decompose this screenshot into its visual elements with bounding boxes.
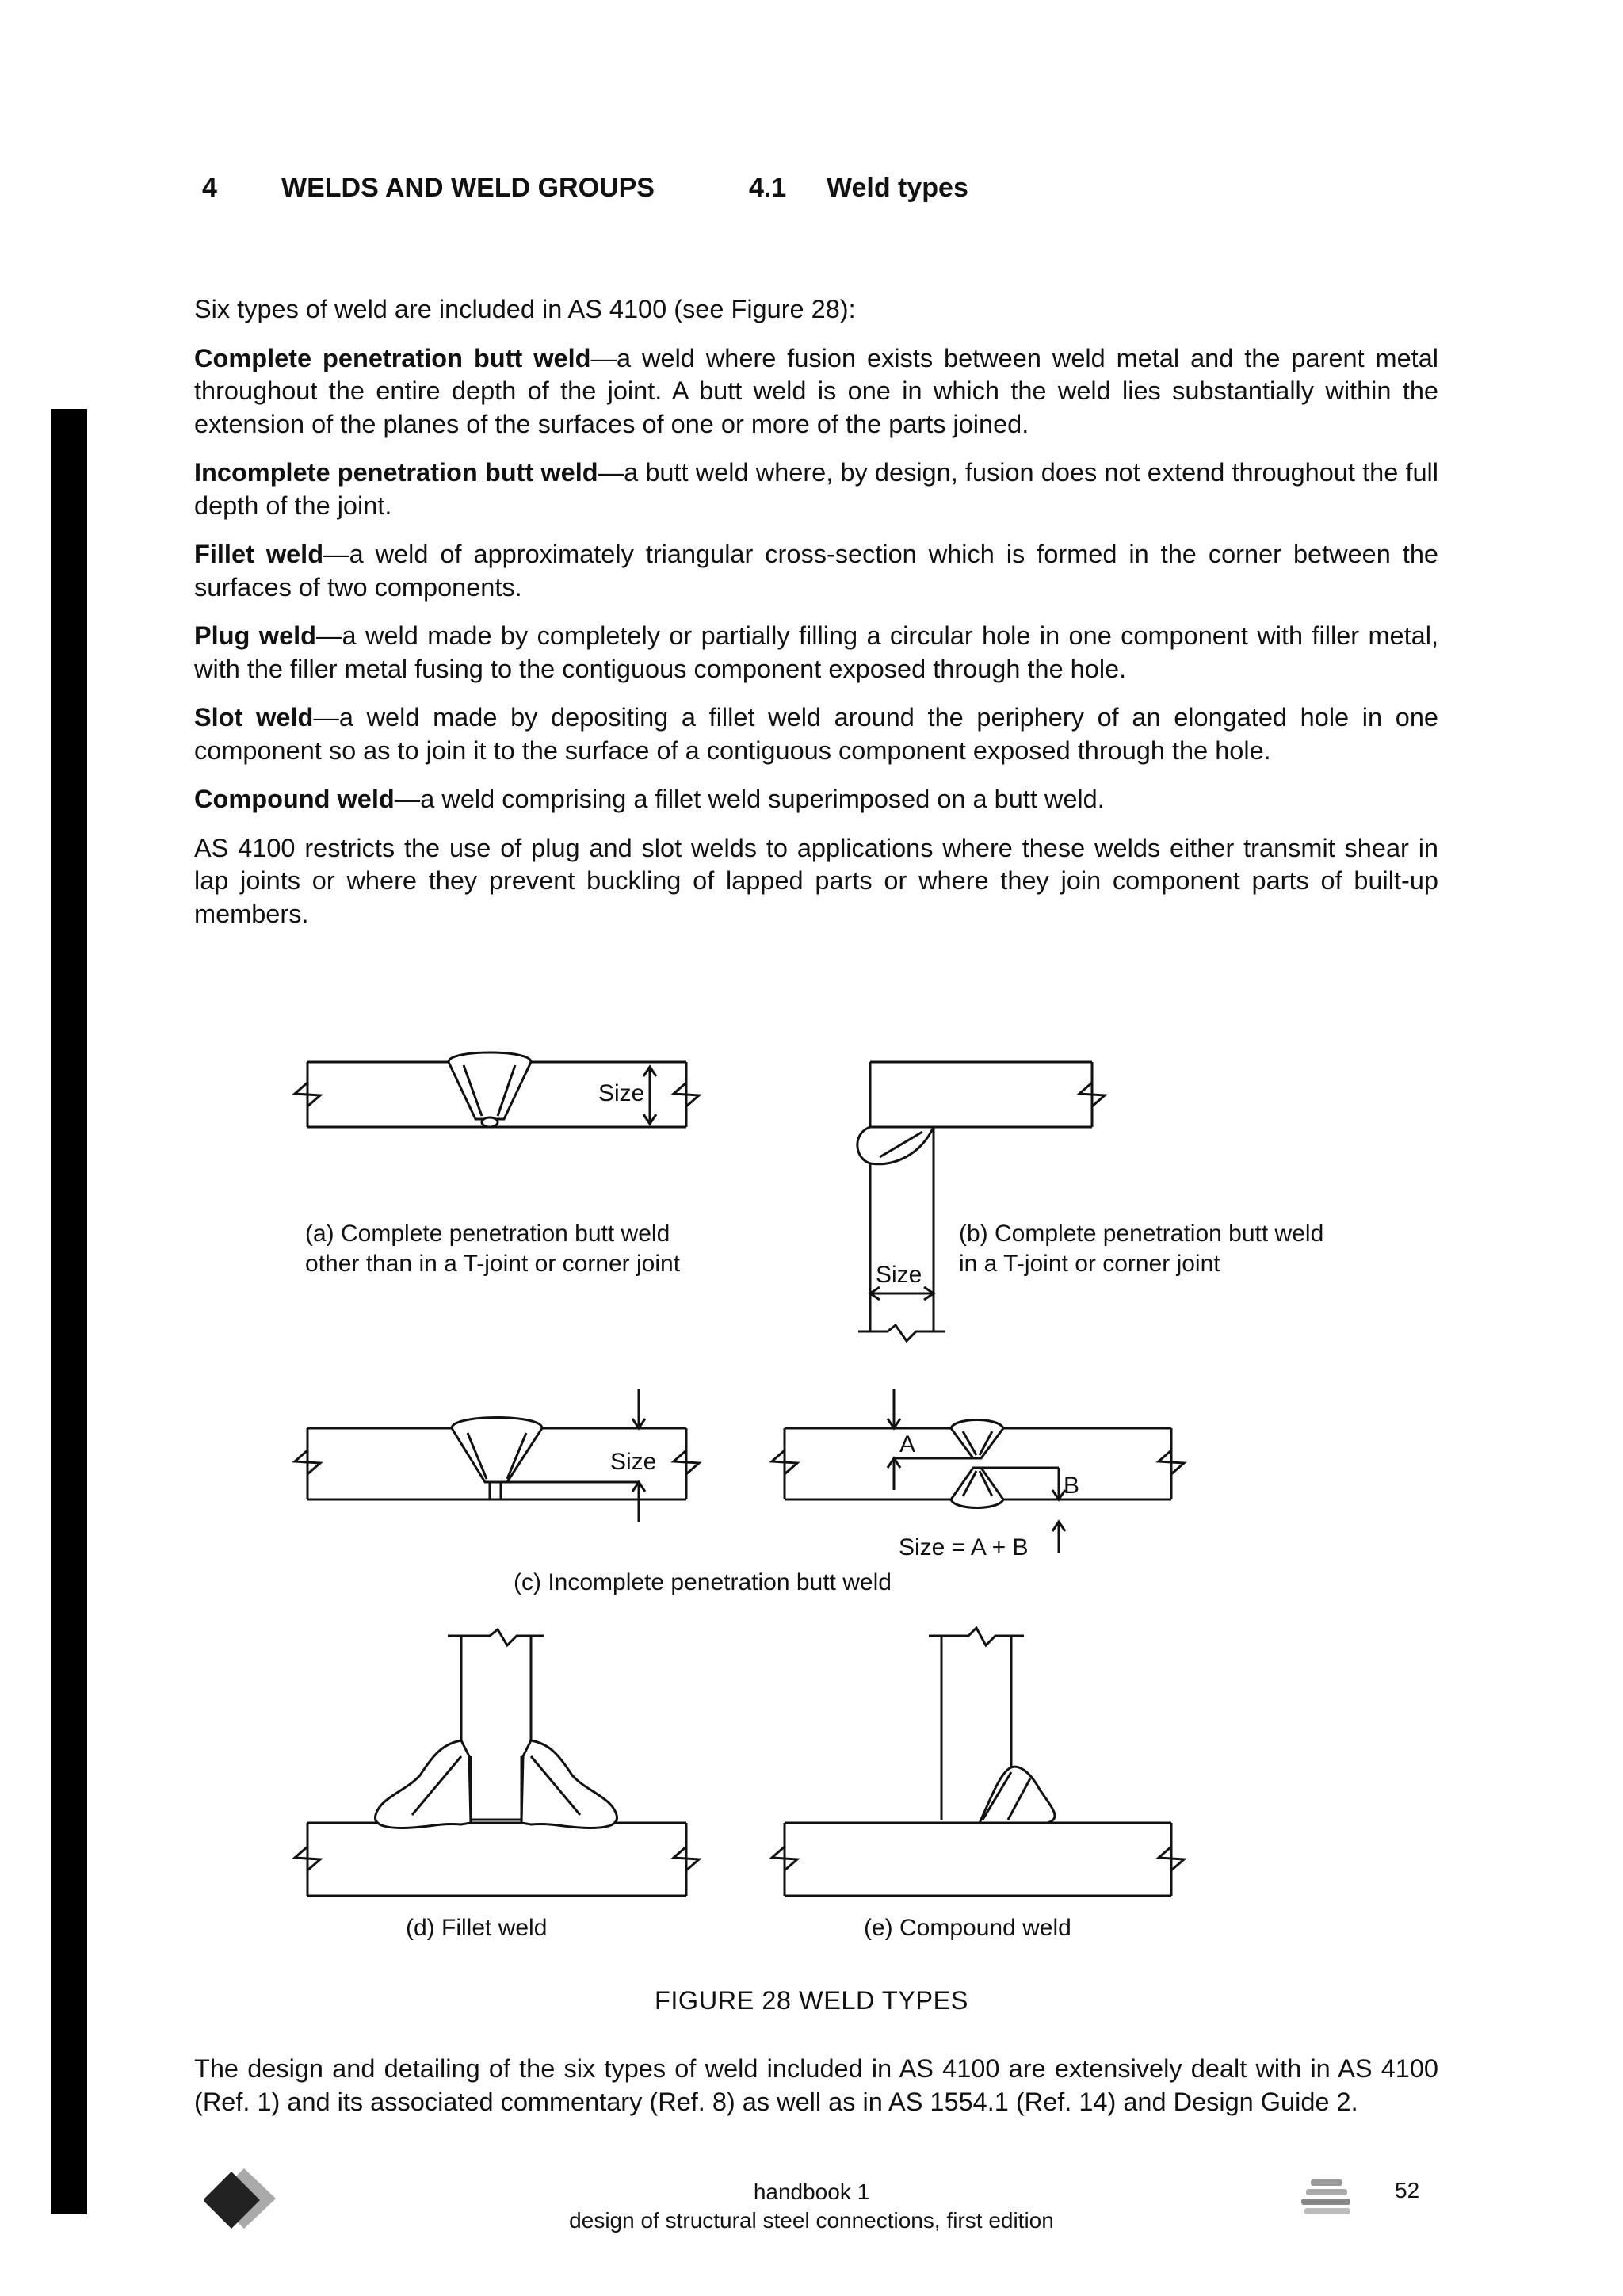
section-title: Weld types	[827, 173, 968, 203]
caption-b-line1: (b) Complete penetration butt weld	[959, 1221, 1324, 1247]
definition-text: —a butt weld where, by design, fusion does not extend throughout the full depth of the joint.	[194, 458, 1438, 520]
term: Incomplete penetration butt weld	[194, 458, 598, 487]
definition-plug	[194, 620, 1438, 686]
caption-a-line1: (a) Complete penetration butt weld	[305, 1221, 670, 1247]
steel-stack-icon	[1300, 2178, 1355, 2218]
size-label: Size	[610, 1449, 657, 1475]
diagram-e	[772, 1628, 1184, 1941]
diagram-d	[295, 1629, 699, 1941]
term: Plug weld	[194, 621, 317, 650]
figure-caption: FIGURE 28 WELD TYPES	[655, 1986, 968, 2015]
chapter-title: WELDS AND WELD GROUPS	[281, 173, 655, 203]
definition-compound	[194, 783, 1438, 816]
size-label: Size	[876, 1262, 922, 1288]
diagram-c-left	[295, 1389, 699, 1522]
definition-text: —a weld made by completely or partially filling a circular hole in one component with filler metal, with the filler metal fusing to the contiguous component exposed through the hole.	[194, 621, 1438, 683]
figure-28	[0, 1030, 1623, 1966]
definition-text: —a weld of approximately triangular cross-section which is formed in the corner between the surfaces of two components.	[194, 540, 1438, 602]
definition-incomplete-butt	[194, 457, 1438, 522]
weld-types-diagram	[0, 1030, 1623, 1966]
term: Complete penetration butt weld	[194, 343, 591, 372]
term: Slot weld	[194, 703, 314, 732]
closing-paragraph: The design and detailing of the six types of weld included in AS 4100 are extensively dealt with in AS 4100 (Ref. 1) and its associated commentary (Ref. 8) as well as in AS 1554.1 (Ref. 14) and Design Guide 2.	[194, 2054, 1438, 2116]
diagram-b	[857, 1062, 1323, 1341]
diagram-c-right	[772, 1389, 1184, 1561]
caption-c: (c) Incomplete penetration butt weld	[514, 1569, 892, 1595]
term: Compound weld	[194, 785, 395, 813]
diagram-a	[295, 1052, 699, 1277]
caption-a-line2: other than in a T-joint or corner joint	[305, 1251, 681, 1277]
definition-slot	[194, 701, 1438, 767]
size-label: Size	[598, 1080, 645, 1106]
caption-e: (e) Compound weld	[864, 1915, 1071, 1941]
definition-text: —a weld made by depositing a fillet weld around the periphery of an elongated hole in one component so as to join it to the surface of a contiguous component exposed through the hole.	[194, 703, 1438, 765]
intro-paragraph: Six types of weld are included in AS 4100 (see Figure 28):	[194, 295, 856, 323]
restriction-paragraph: AS 4100 restricts the use of plug and slot welds to applications where these welds either transmit shear in lap joints or where they prevent buckling of lapped parts or where they join component parts of built-up members.	[194, 833, 1438, 928]
label-a: A	[899, 1431, 916, 1457]
label-size-sum: Size = A + B	[899, 1534, 1029, 1561]
caption-b-line2: in a T-joint or corner joint	[959, 1251, 1220, 1277]
definition-fillet	[194, 538, 1438, 604]
chapter-number: 4	[202, 173, 217, 203]
definition-complete-butt	[194, 342, 1438, 441]
label-b: B	[1064, 1473, 1080, 1499]
definition-text: —a weld where fusion exists between weld metal and the parent metal throughout the entire depth of the joint. A butt weld is one in which the weld lies substantially within the extension of the planes of the surfaces of one or more of the parts joined.	[194, 343, 1438, 438]
caption-d: (d) Fillet weld	[406, 1915, 548, 1941]
term: Fillet weld	[194, 540, 324, 568]
footer	[0, 2178, 1623, 2235]
section-number: 4.1	[749, 173, 787, 203]
footer-line1: handbook 1	[753, 2179, 870, 2204]
definition-text: —a weld comprising a fillet weld superimposed on a butt weld.	[394, 785, 1105, 813]
page-number: 52	[1395, 2178, 1420, 2202]
body-text	[194, 293, 1438, 946]
footer-line2: design of structural steel connections, first edition	[569, 2208, 1054, 2233]
page-header	[0, 173, 1623, 208]
